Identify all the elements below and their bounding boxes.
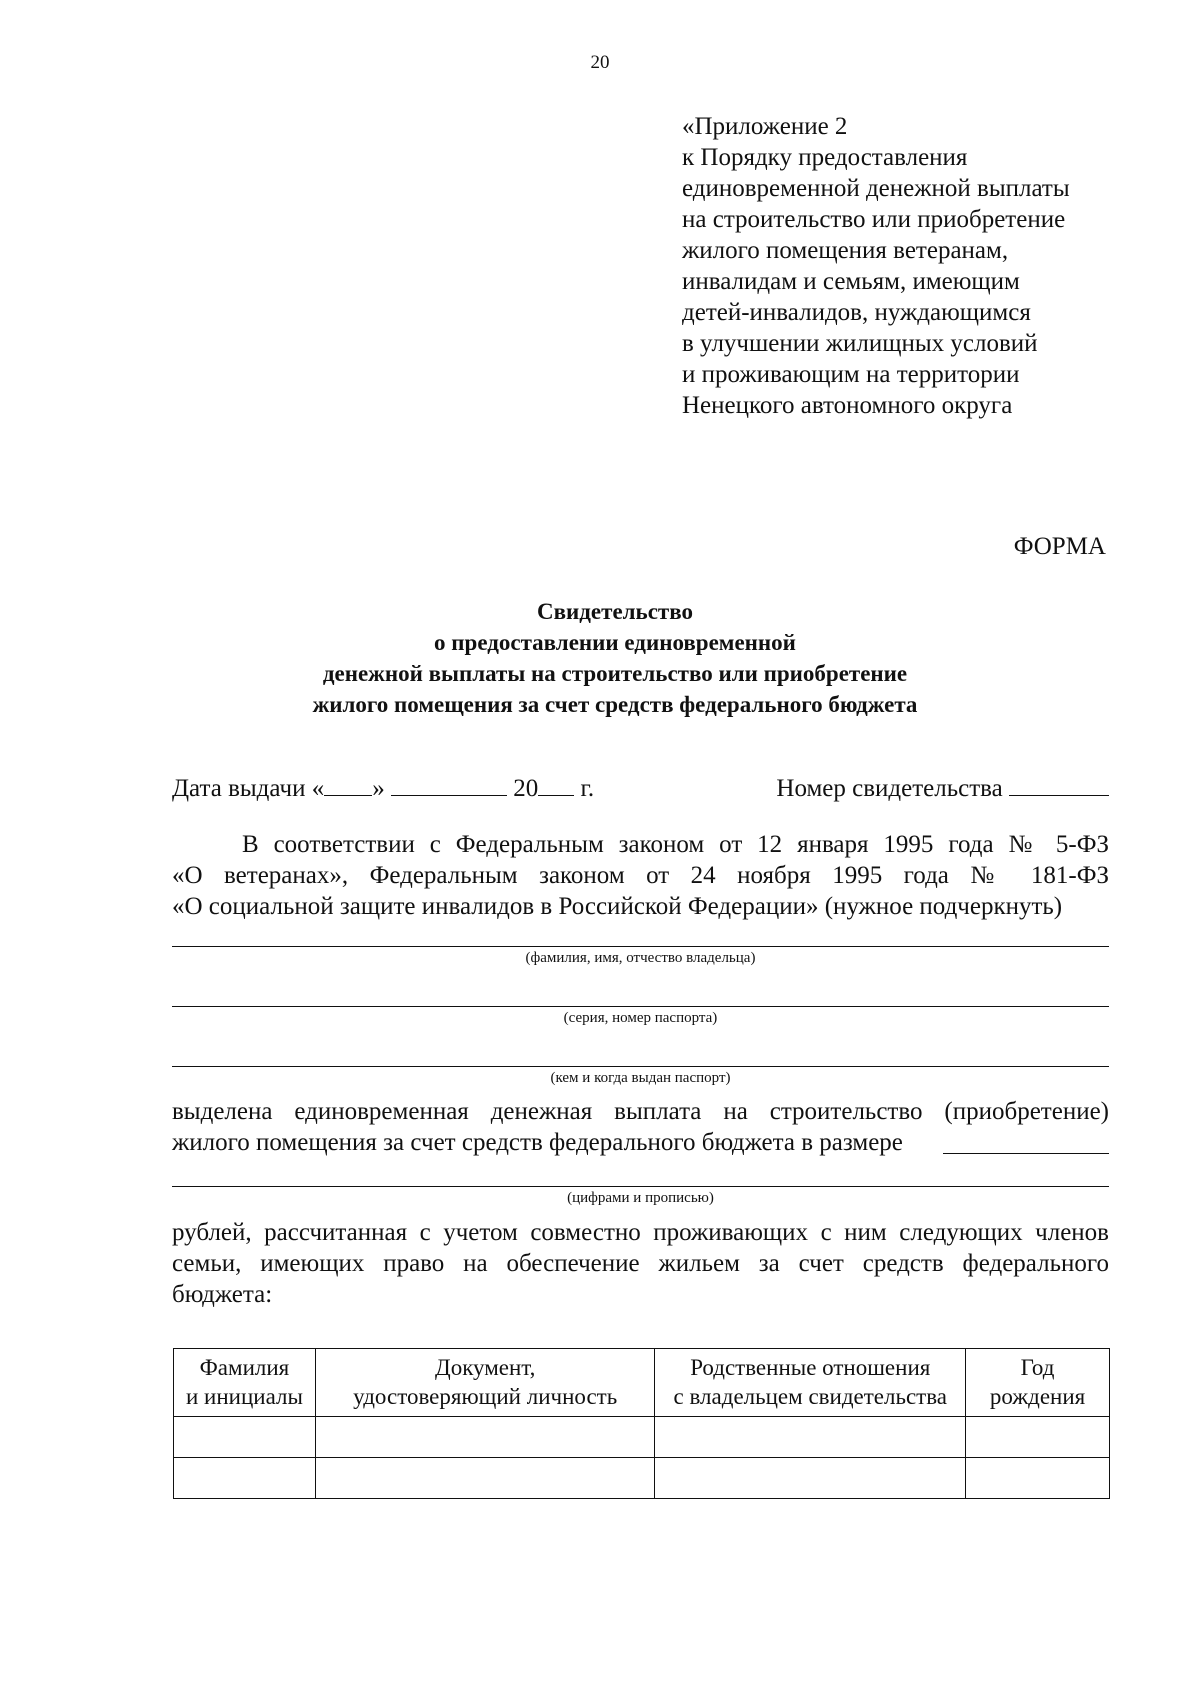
passport-issued-caption: (кем и когда выдан паспорт) [550,1070,731,1086]
year-field[interactable] [538,773,574,796]
table-row [174,1417,1110,1458]
law-paragraph [172,829,1109,922]
paragraph-line: бюджета: [172,1281,273,1308]
table-cell[interactable] [966,1417,1110,1458]
allocation-text: жилого помещения за счет средств федерального бюджета в размере [172,1129,903,1156]
month-field[interactable] [391,773,507,796]
table-cell[interactable] [655,1458,966,1499]
paragraph-line: рублей, рассчитанная с учетом совместно проживающих с ним следующих членов [172,1219,1109,1246]
document-title [160,596,1070,720]
table-cell[interactable] [174,1417,316,1458]
passport-number-caption: (серия, номер паспорта) [563,1010,718,1026]
appendix-line: «Приложение 2 [682,113,848,140]
amount-words-field[interactable] [172,1186,1109,1187]
column-header-relationship: Родственные отношения с владельцем свидетельства [655,1349,966,1417]
amount-caption: (цифрами и прописью) [567,1190,714,1206]
allocation-paragraph [172,1096,1109,1158]
appendix-line: и проживающим на территории [682,361,1020,388]
paragraph-line: семьи, имеющих право на обеспечение жильем за счет средств федерального [172,1250,1109,1277]
appendix-header [682,111,1070,421]
title-line: жилого помещения за счет средств федерального бюджета [312,692,918,717]
table-header-row [174,1349,1110,1417]
passport-number-field[interactable] [172,1006,1109,1007]
table-cell[interactable] [966,1458,1110,1499]
title-line: о предоставлении единовременной [434,630,796,655]
appendix-line: на строительство или приобретение [682,206,1066,233]
certificate-number-label: Номер свидетельства [776,775,1003,802]
table-row [174,1458,1110,1499]
amount-field[interactable] [943,1131,1109,1154]
column-header-name: Фамилия и инициалы [174,1349,316,1417]
owner-name-field[interactable] [172,946,1109,947]
table-cell[interactable] [315,1417,655,1458]
title-line: денежной выплаты на строительство или приобретение [322,661,908,686]
table-cell[interactable] [655,1417,966,1458]
appendix-line: инвалидам и семьям, имеющим [682,268,1020,295]
table-cell[interactable] [315,1458,655,1499]
issue-date [172,773,594,803]
day-field[interactable] [324,773,372,796]
page-number: 20 [590,52,610,73]
paragraph-line: «О ветеранах», Федеральным законом от 24 ноября 1995 года № 181-ФЗ [172,862,1109,889]
quote-close: » [372,775,385,802]
issue-date-label: Дата выдачи « [172,775,325,802]
appendix-line: единовременной денежной выплаты [682,175,1070,202]
paragraph-line: «О социальной защите инвалидов в Российской Федерации» (нужное подчеркнуть) [172,893,1063,920]
appendix-line: в улучшении жилищных условий [682,330,1038,357]
certificate-number [776,773,1109,803]
owner-name-caption: (фамилия, имя, отчество владельца) [525,950,756,966]
appendix-line: детей-инвалидов, нуждающимся [682,299,1031,326]
paragraph-line: В соответствии с Федеральным законом от 12 января 1995 года № 5-ФЗ [242,831,1109,858]
appendix-line: жилого помещения ветеранам, [682,237,1009,264]
passport-issued-field[interactable] [172,1066,1109,1067]
title-line: Свидетельство [537,599,693,624]
family-members-table [173,1348,1110,1499]
certificate-number-field[interactable] [1009,773,1109,796]
date-row [172,773,1109,807]
column-header-birth-year: Год рождения [966,1349,1110,1417]
table-cell[interactable] [174,1458,316,1499]
appendix-line: к Порядку предоставления [682,144,968,171]
paragraph-line [172,1127,1109,1158]
appendix-line: Ненецкого автономного округа [682,392,1013,419]
family-paragraph [172,1217,1109,1310]
year-suffix: г. [580,775,595,802]
column-header-document: Документ, удостоверяющий личность [315,1349,655,1417]
paragraph-line: выделена единовременная денежная выплата на строительство (приобретение) [172,1098,1109,1125]
form-label: ФОРМА [1013,533,1106,560]
year-prefix: 20 [513,775,539,802]
